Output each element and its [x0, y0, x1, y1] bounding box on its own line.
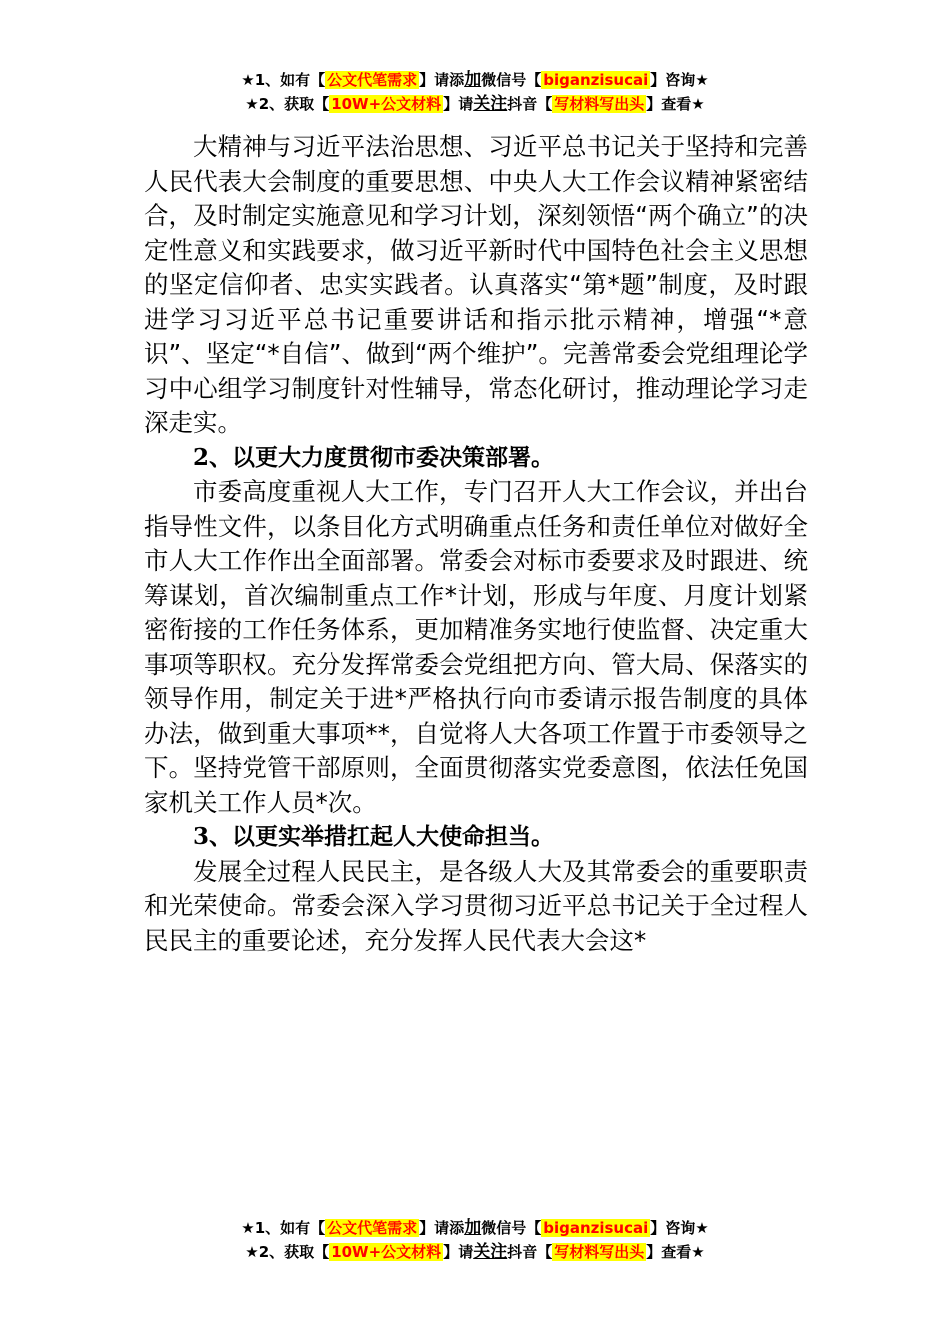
banner-text: 】请添 [419, 1219, 465, 1237]
banner-text: ★1、如有【 [241, 71, 326, 89]
banner-text: 】请添 [419, 71, 465, 89]
banner-highlight: biganzisucai [543, 71, 649, 89]
banner-text: ★2、获取【 [245, 95, 330, 113]
section-heading: 2、以更大力度贯彻市委决策部署。 [193, 443, 555, 471]
footer-banner [0, 1216, 950, 1264]
banner-highlight: 公文代笔需求 [327, 1219, 418, 1237]
paragraph: 发展全过程人民民主，是各级人大及其常委会的重要职责和光荣使命。常委会深入学习贯彻习近平总书记关于全过程人民民主的重要论述，充分发挥人民代表大会这* [144, 856, 808, 955]
banner-underlined: 关注 [473, 94, 508, 114]
banner-highlight: 10W+公文材料 [331, 95, 442, 113]
banner-text: ★1、如有【 [241, 1219, 326, 1237]
banner-highlight: biganzisucai [543, 1219, 649, 1237]
section-heading: 3、以更实举措扛起人大使命担当。 [193, 823, 555, 850]
document-body [144, 130, 808, 958]
header-banner [0, 68, 950, 116]
banner-line-2 [0, 1240, 950, 1264]
banner-text: 抖音【 [507, 95, 553, 113]
paragraph: 市委高度重视人大工作，专门召开人大工作会议，并出台指导性文件，以条目化方式明确重点任务和责任单位对做好全市人大工作作出全面部署。常委会对标市委要求及时跟进、统筹谋划，首次编制重点工作*计划，形成与年度、月度计划紧密衔接的工作任务体系，更加精准务实地行使监督、决定重大事项等职权。充分发挥常委会党组把方向、管大局、保落实的领导作用，制定关于进*严格执行向市委请示报告制度的具体办法，做到重大事项**，自觉将人大各项工作置于市委领导之下。坚持党管干部原则，全面贯彻落实党委意图，依法任免国家机关工作人员*次。 [144, 477, 808, 817]
banner-underlined: 加 [464, 1218, 482, 1238]
paragraph: 大精神与习近平法治思想、习近平总书记关于坚持和完善人民代表大会制度的重要思想、中央人大工作会议精神紧密结合，及时制定实施意见和学习计划，深刻领悟“两个确立”的决定性意义和实践要求，做习近平新时代中国特色社会主义思想的坚定信仰者、忠实实践者。认真落实“第*题”制度，及时跟进学习习近平总书记重要讲话和指示批示精神，增强“*意识”、坚定“*自信”、做到“两个维护”。完善常委会党组理论学习中心组学习制度针对性辅导，常态化研讨，推动理论学习走深走实。 [144, 132, 808, 437]
banner-highlight: 写材料写出头 [554, 1243, 645, 1261]
banner-line-1 [0, 1216, 950, 1240]
banner-text: 抖音【 [507, 1243, 553, 1261]
banner-text: ★2、获取【 [245, 1243, 330, 1261]
banner-highlight: 写材料写出头 [554, 95, 645, 113]
banner-highlight: 10W+公文材料 [331, 1243, 442, 1261]
banner-line-1 [0, 68, 950, 92]
banner-text: 】请 [443, 1243, 474, 1261]
banner-text: 】咨询★ [650, 71, 709, 89]
banner-text: 】查看★ [646, 95, 705, 113]
banner-text: 】请 [443, 95, 474, 113]
banner-text: 微信号【 [481, 71, 542, 89]
banner-line-2 [0, 92, 950, 116]
banner-underlined: 加 [464, 70, 482, 90]
banner-text: 微信号【 [481, 1219, 542, 1237]
banner-text: 】咨询★ [650, 1219, 709, 1237]
banner-highlight: 公文代笔需求 [327, 71, 418, 89]
banner-underlined: 关注 [473, 1242, 508, 1262]
banner-text: 】查看★ [646, 1243, 705, 1261]
